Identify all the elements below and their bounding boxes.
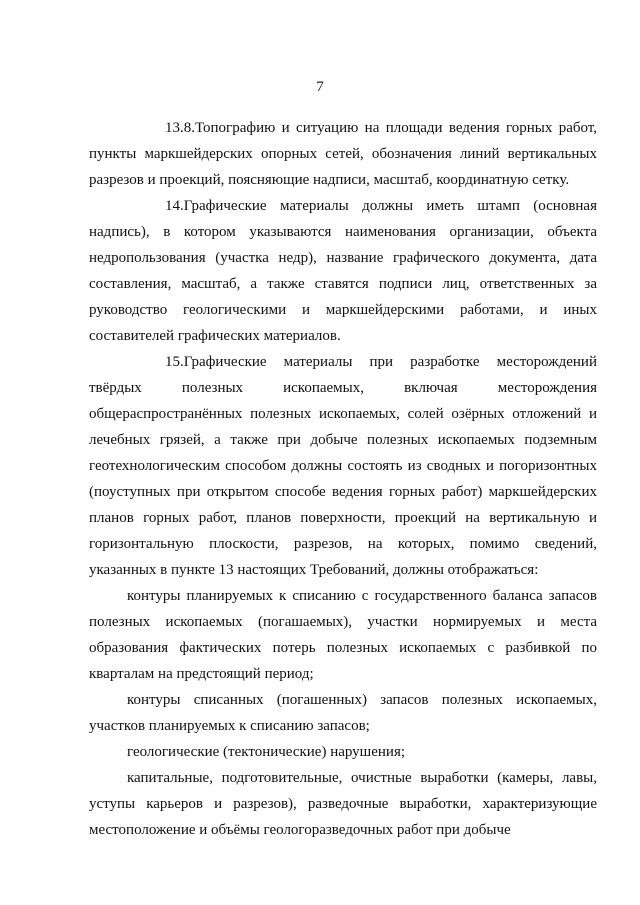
list-item-written-off-reserves xyxy=(89,687,597,739)
paragraph-13-8 xyxy=(89,115,597,193)
paragraph-text: Топографию и ситуацию на площади ведения горных работ, пункты маркшейдерских опорных сетей, обозначения линий вертикальных разрезов и проекций, поясняющие надписи, масштаб, координатную сетку. xyxy=(89,120,597,188)
list-item-text: капитальные, подготовительные, очистные выработки (камеры, лавы, уступы карьеров и разрезов), разведочные выработки, характеризующие местоположение и объёмы геологоразведочных работ при добыче xyxy=(89,770,597,838)
list-item-geological-faults xyxy=(89,739,597,765)
paragraph-14 xyxy=(89,193,597,349)
paragraph-number: 13.8. xyxy=(165,120,195,136)
document-body xyxy=(89,115,597,843)
list-item-text: контуры планируемых к списанию с государственного баланса запасов полезных ископаемых (погашаемых), участки нормируемых и места образования фактических потерь полезных ископаемых с разбивкой по кварталам на предстоящий период; xyxy=(89,588,597,682)
paragraph-number: 15. xyxy=(165,354,184,370)
paragraph-number: 14. xyxy=(165,198,184,214)
list-item-text: контуры списанных (погашенных) запасов полезных ископаемых, участков планируемых к списанию запасов; xyxy=(89,692,597,734)
paragraph-text: Графические материалы при разработке месторождений твёрдых полезных ископаемых, включая месторождения общераспространённых полезных ископаемых, солей озёрных отложений и лечебных грязей, а также при добыче полезных ископаемых подземным геотехнологическим способом должны состоять из сводных и погоризонтных (поуступных при открытом способе ведения горных работ) маркшейдерских планов горных работ, планов поверхности, проекций на вертикальную и горизонтальную плоскости, разрезов, на которых, помимо сведений, указанных в пункте 13 настоящих Требований, должны отображаться: xyxy=(89,354,597,578)
list-item-workings xyxy=(89,765,597,843)
paragraph-15 xyxy=(89,349,597,583)
list-item-planned-write-off xyxy=(89,583,597,687)
paragraph-text: Графические материалы должны иметь штамп (основная надпись), в котором указываются наименования организации, объекта недропользования (участка недр), название графического документа, дата составления, масштаб, а также ставятся подписи лиц, ответственных за руководство геологическими и маркшейдерскими работами, и иных составителей графических материалов. xyxy=(89,198,597,344)
list-item-text: геологические (тектонические) нарушения; xyxy=(127,744,406,760)
page-number: 7 xyxy=(316,79,324,95)
